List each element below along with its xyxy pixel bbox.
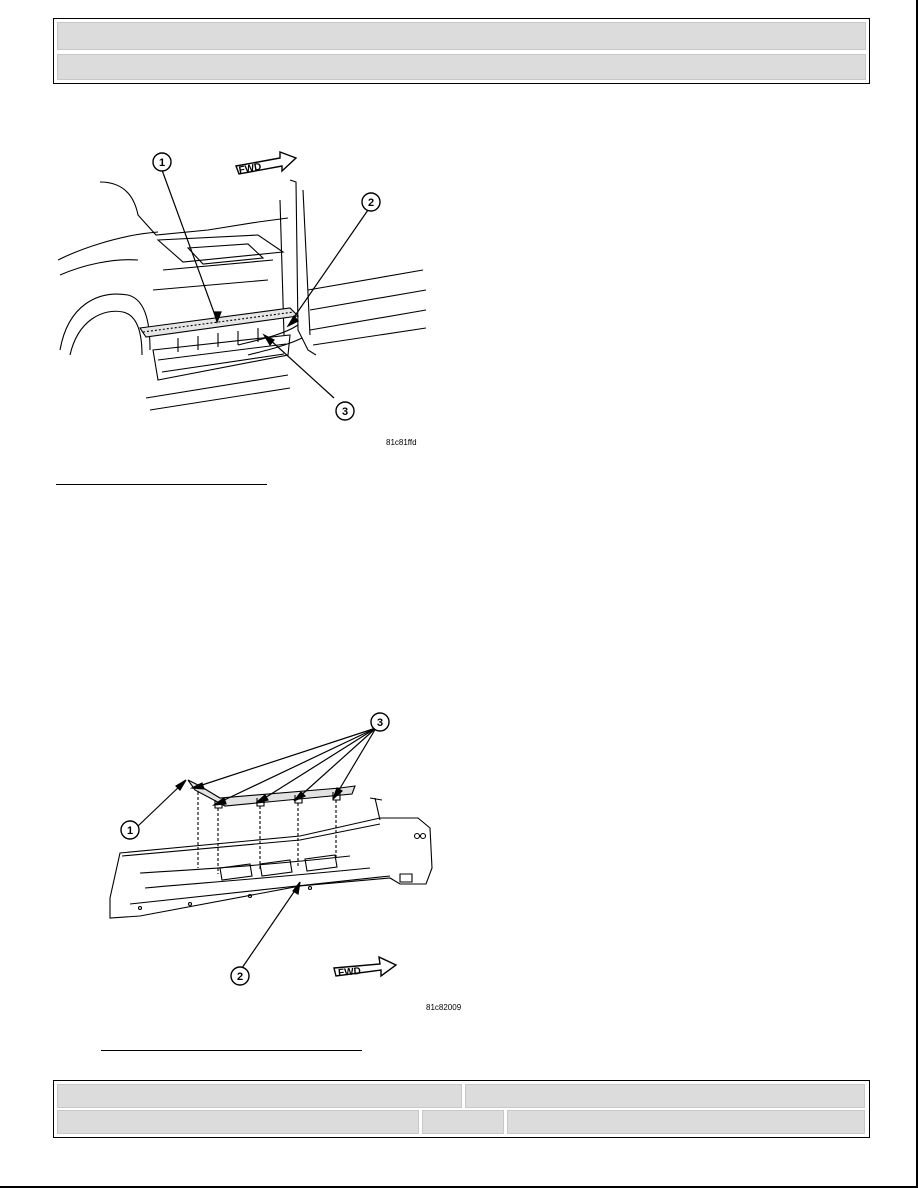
figure-sill-plate-exploded	[100, 708, 470, 1018]
figure1-fwd-label: FWD	[237, 161, 263, 177]
figure2-id: 81c82009	[426, 1003, 462, 1012]
svg-text:2: 2	[236, 971, 244, 983]
figure2-caption-rule	[101, 1050, 362, 1051]
callout-2	[362, 193, 380, 211]
callout-1	[121, 821, 139, 839]
callout-3	[336, 402, 354, 420]
svg-text:1: 1	[158, 157, 166, 169]
footer-table	[53, 1080, 870, 1138]
fwd-arrow-icon	[334, 957, 396, 979]
svg-text:3: 3	[376, 717, 384, 729]
fwd-arrow-icon	[236, 152, 296, 176]
callout-2	[231, 967, 249, 985]
header-row-1	[57, 22, 866, 50]
callout-1	[153, 153, 171, 171]
figure2-fwd-label: FWD	[337, 965, 362, 979]
footer-cell-e	[507, 1110, 865, 1134]
svg-text:2: 2	[367, 197, 375, 209]
header-table	[53, 18, 870, 84]
footer-cell-b	[465, 1084, 865, 1108]
figure1-caption-rule	[56, 484, 267, 485]
figure-rocker-sill-plate	[58, 140, 430, 452]
svg-text:1: 1	[126, 825, 134, 837]
footer-cell-a	[57, 1084, 462, 1108]
header-row-2	[57, 54, 866, 80]
footer-cell-d	[422, 1110, 504, 1134]
callout-3	[371, 713, 389, 731]
figure1-id: 81c81ffd	[386, 438, 417, 447]
svg-text:3: 3	[341, 406, 349, 418]
footer-cell-c	[57, 1110, 419, 1134]
